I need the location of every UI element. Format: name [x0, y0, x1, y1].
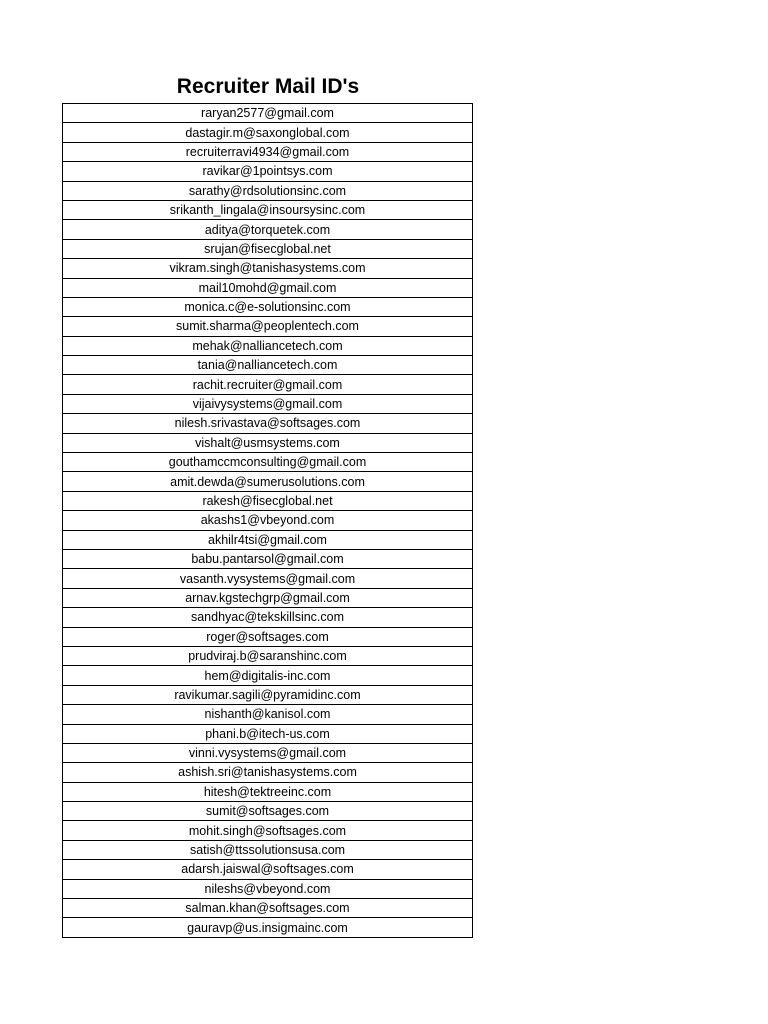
- email-cell: amit.dewda@sumerusolutions.com: [63, 472, 473, 491]
- email-cell: vinni.vysystems@gmail.com: [63, 743, 473, 762]
- email-cell: gauravp@us.insigmainc.com: [63, 918, 473, 937]
- table-row: [63, 104, 473, 123]
- table-row: [63, 278, 473, 297]
- table-row: [63, 743, 473, 762]
- email-cell: nilesh.srivastava@softsages.com: [63, 414, 473, 433]
- table-row: [63, 879, 473, 898]
- table-row: [63, 317, 473, 336]
- email-cell: sandhyac@tekskillsinc.com: [63, 608, 473, 627]
- email-cell: hem@digitalis-inc.com: [63, 666, 473, 685]
- email-cell: mohit.singh@softsages.com: [63, 821, 473, 840]
- table-row: [63, 181, 473, 200]
- table-row: [63, 724, 473, 743]
- table-row: [63, 918, 473, 937]
- table-row: [63, 666, 473, 685]
- email-table-body: [63, 104, 473, 938]
- table-row: [63, 414, 473, 433]
- email-cell: raryan2577@gmail.com: [63, 104, 473, 123]
- email-cell: phani.b@itech-us.com: [63, 724, 473, 743]
- table-row: [63, 259, 473, 278]
- email-cell: srujan@fisecglobal.net: [63, 239, 473, 258]
- table-row: [63, 491, 473, 510]
- email-cell: arnav.kgstechgrp@gmail.com: [63, 588, 473, 607]
- email-cell: rachit.recruiter@gmail.com: [63, 375, 473, 394]
- table-row: [63, 840, 473, 859]
- email-cell: satish@ttssolutionsusa.com: [63, 840, 473, 859]
- email-cell: vasanth.vysystems@gmail.com: [63, 569, 473, 588]
- email-cell: sumit@softsages.com: [63, 802, 473, 821]
- email-cell: nishanth@kanisol.com: [63, 705, 473, 724]
- table-row: [63, 200, 473, 219]
- table-row: [63, 511, 473, 530]
- email-cell: mehak@nalliancetech.com: [63, 336, 473, 355]
- table-row: [63, 782, 473, 801]
- email-cell: tania@nalliancetech.com: [63, 356, 473, 375]
- email-cell: ashish.sri@tanishasystems.com: [63, 763, 473, 782]
- table-row: [63, 627, 473, 646]
- email-cell: vishalt@usmsystems.com: [63, 433, 473, 452]
- table-row: [63, 685, 473, 704]
- email-cell: gouthamccmconsulting@gmail.com: [63, 453, 473, 472]
- email-cell: vijaivysystems@gmail.com: [63, 394, 473, 413]
- email-cell: hitesh@tektreeinc.com: [63, 782, 473, 801]
- email-cell: rakesh@fisecglobal.net: [63, 491, 473, 510]
- email-cell: prudviraj.b@saranshinc.com: [63, 646, 473, 665]
- email-cell: aditya@torquetek.com: [63, 220, 473, 239]
- email-cell: akhilr4tsi@gmail.com: [63, 530, 473, 549]
- email-cell: recruiterravi4934@gmail.com: [63, 142, 473, 161]
- email-cell: mail10mohd@gmail.com: [63, 278, 473, 297]
- email-cell: sumit.sharma@peoplentech.com: [63, 317, 473, 336]
- table-row: [63, 297, 473, 316]
- email-cell: dastagir.m@saxonglobal.com: [63, 123, 473, 142]
- table-row: [63, 356, 473, 375]
- email-table: [62, 103, 473, 938]
- table-row: [63, 375, 473, 394]
- table-row: [63, 394, 473, 413]
- table-row: [63, 608, 473, 627]
- table-row: [63, 453, 473, 472]
- email-cell: srikanth_lingala@insoursysinc.com: [63, 200, 473, 219]
- email-cell: monica.c@e-solutionsinc.com: [63, 297, 473, 316]
- table-row: [63, 821, 473, 840]
- table-row: [63, 705, 473, 724]
- table-row: [63, 569, 473, 588]
- table-row: [63, 162, 473, 181]
- table-row: [63, 220, 473, 239]
- email-cell: nileshs@vbeyond.com: [63, 879, 473, 898]
- table-row: [63, 588, 473, 607]
- table-row: [63, 530, 473, 549]
- table-row: [63, 472, 473, 491]
- table-row: [63, 763, 473, 782]
- table-row: [63, 549, 473, 568]
- table-row: [63, 336, 473, 355]
- table-row: [63, 433, 473, 452]
- email-cell: sarathy@rdsolutionsinc.com: [63, 181, 473, 200]
- email-cell: vikram.singh@tanishasystems.com: [63, 259, 473, 278]
- table-row: [63, 860, 473, 879]
- email-cell: ravikumar.sagili@pyramidinc.com: [63, 685, 473, 704]
- page-title: Recruiter Mail ID's: [176, 75, 360, 98]
- table-row: [63, 142, 473, 161]
- email-cell: adarsh.jaiswal@softsages.com: [63, 860, 473, 879]
- email-cell: roger@softsages.com: [63, 627, 473, 646]
- table-row: [63, 899, 473, 918]
- table-row: [63, 123, 473, 142]
- email-cell: ravikar@1pointsys.com: [63, 162, 473, 181]
- table-row: [63, 646, 473, 665]
- email-cell: akashs1@vbeyond.com: [63, 511, 473, 530]
- table-row: [63, 239, 473, 258]
- table-row: [63, 802, 473, 821]
- email-cell: babu.pantarsol@gmail.com: [63, 549, 473, 568]
- email-cell: salman.khan@softsages.com: [63, 899, 473, 918]
